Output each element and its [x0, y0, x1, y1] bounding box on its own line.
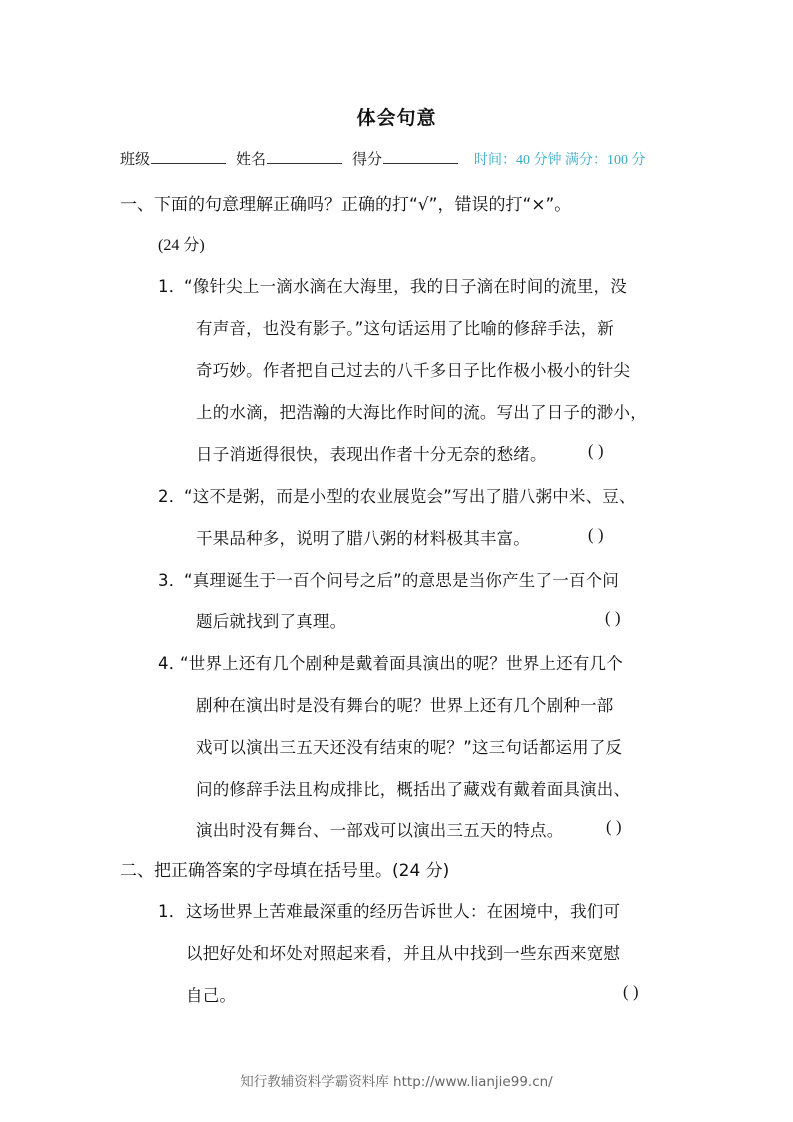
question-line: 日子消逝得很快，表现出作者十分无奈的愁绪。	[196, 445, 547, 464]
section2-heading: 二、把正确答案的字母填在括号里。(24 分)	[120, 861, 450, 881]
name-blank[interactable]	[267, 149, 342, 164]
question-line: 这场世界上苦难最深重的经历告诉世人：在困境中，我们可	[186, 902, 621, 921]
answer-blank[interactable]: ( )	[588, 441, 604, 460]
score-blank[interactable]	[383, 149, 458, 164]
answer-blank[interactable]: ( )	[588, 525, 604, 544]
answer-blank[interactable]: ( )	[623, 982, 639, 1001]
score-label: 得分	[352, 150, 383, 168]
class-field	[120, 148, 226, 169]
question-line: 有声音，也没有影子。”这句话运用了比喻的修辞手法，新	[196, 319, 614, 338]
question-line: 自己。	[186, 986, 237, 1005]
time-score-meta: 时间：40 分钟 满分：100 分	[474, 153, 646, 168]
score-field	[352, 148, 458, 169]
question-line: 问的修辞手法且构成排比，概括出了藏戏有戴着面具演出、	[196, 780, 631, 799]
question-line: 戏可以演出三五天还没有结束的呢？”这三句话都运用了反	[196, 738, 623, 757]
question-number: 1．	[158, 277, 186, 296]
class-label: 班级	[120, 150, 151, 168]
page-title: 体会句意	[356, 107, 437, 129]
answer-blank[interactable]: ( )	[606, 817, 622, 836]
question-number: 4．	[158, 654, 186, 673]
question-line: 题后就找到了真理。	[196, 612, 347, 631]
question-line: “世界上还有几个剧种是戴着面具演出的呢？世界上还有几个	[180, 654, 623, 673]
question-line: 以把好处和坏处对照起来看，并且从中找到一些东西来宽慰	[186, 944, 621, 963]
question-line: 演出时没有舞台、一部戏可以演出三五天的特点。	[196, 821, 564, 840]
question-line: “像针尖上一滴水滴在大海里，我的日子滴在时间的流里，没	[184, 277, 627, 296]
question-line: 剧种在演出时是没有舞台的呢？世界上还有几个剧种一部	[196, 696, 614, 715]
question-line: “真理诞生于一百个问号之后”的意思是当你产生了一百个问	[184, 571, 619, 590]
question-number: 3．	[158, 571, 186, 590]
section1-heading: 一、下面的句意理解正确吗？正确的打“√”，错误的打“×”。	[120, 195, 572, 215]
class-blank[interactable]	[151, 149, 226, 164]
question-line: “这不是粥，而是小型的农业展览会”写出了腊八粥中米、豆、	[184, 487, 636, 506]
footer-watermark: 知行教辅资料学霸资料库 http://www.lianjie99.cn/	[240, 1074, 553, 1090]
question-number: 2．	[158, 487, 186, 506]
question-number: 1．	[158, 902, 186, 921]
question-line: 奇巧妙。作者把自己过去的八千多日子比作极小极小的针尖	[196, 361, 631, 380]
name-label: 姓名	[236, 150, 267, 168]
section1-points: (24 分)	[158, 237, 205, 254]
student-info-row	[120, 148, 646, 169]
question-line: 干果品种多，说明了腊八粥的材料极其丰富。	[196, 529, 530, 548]
name-field	[236, 148, 342, 169]
question-line: 上的水滴，把浩瀚的大海比作时间的流。写出了日子的渺小，	[196, 403, 647, 422]
answer-blank[interactable]: ( )	[605, 608, 621, 627]
